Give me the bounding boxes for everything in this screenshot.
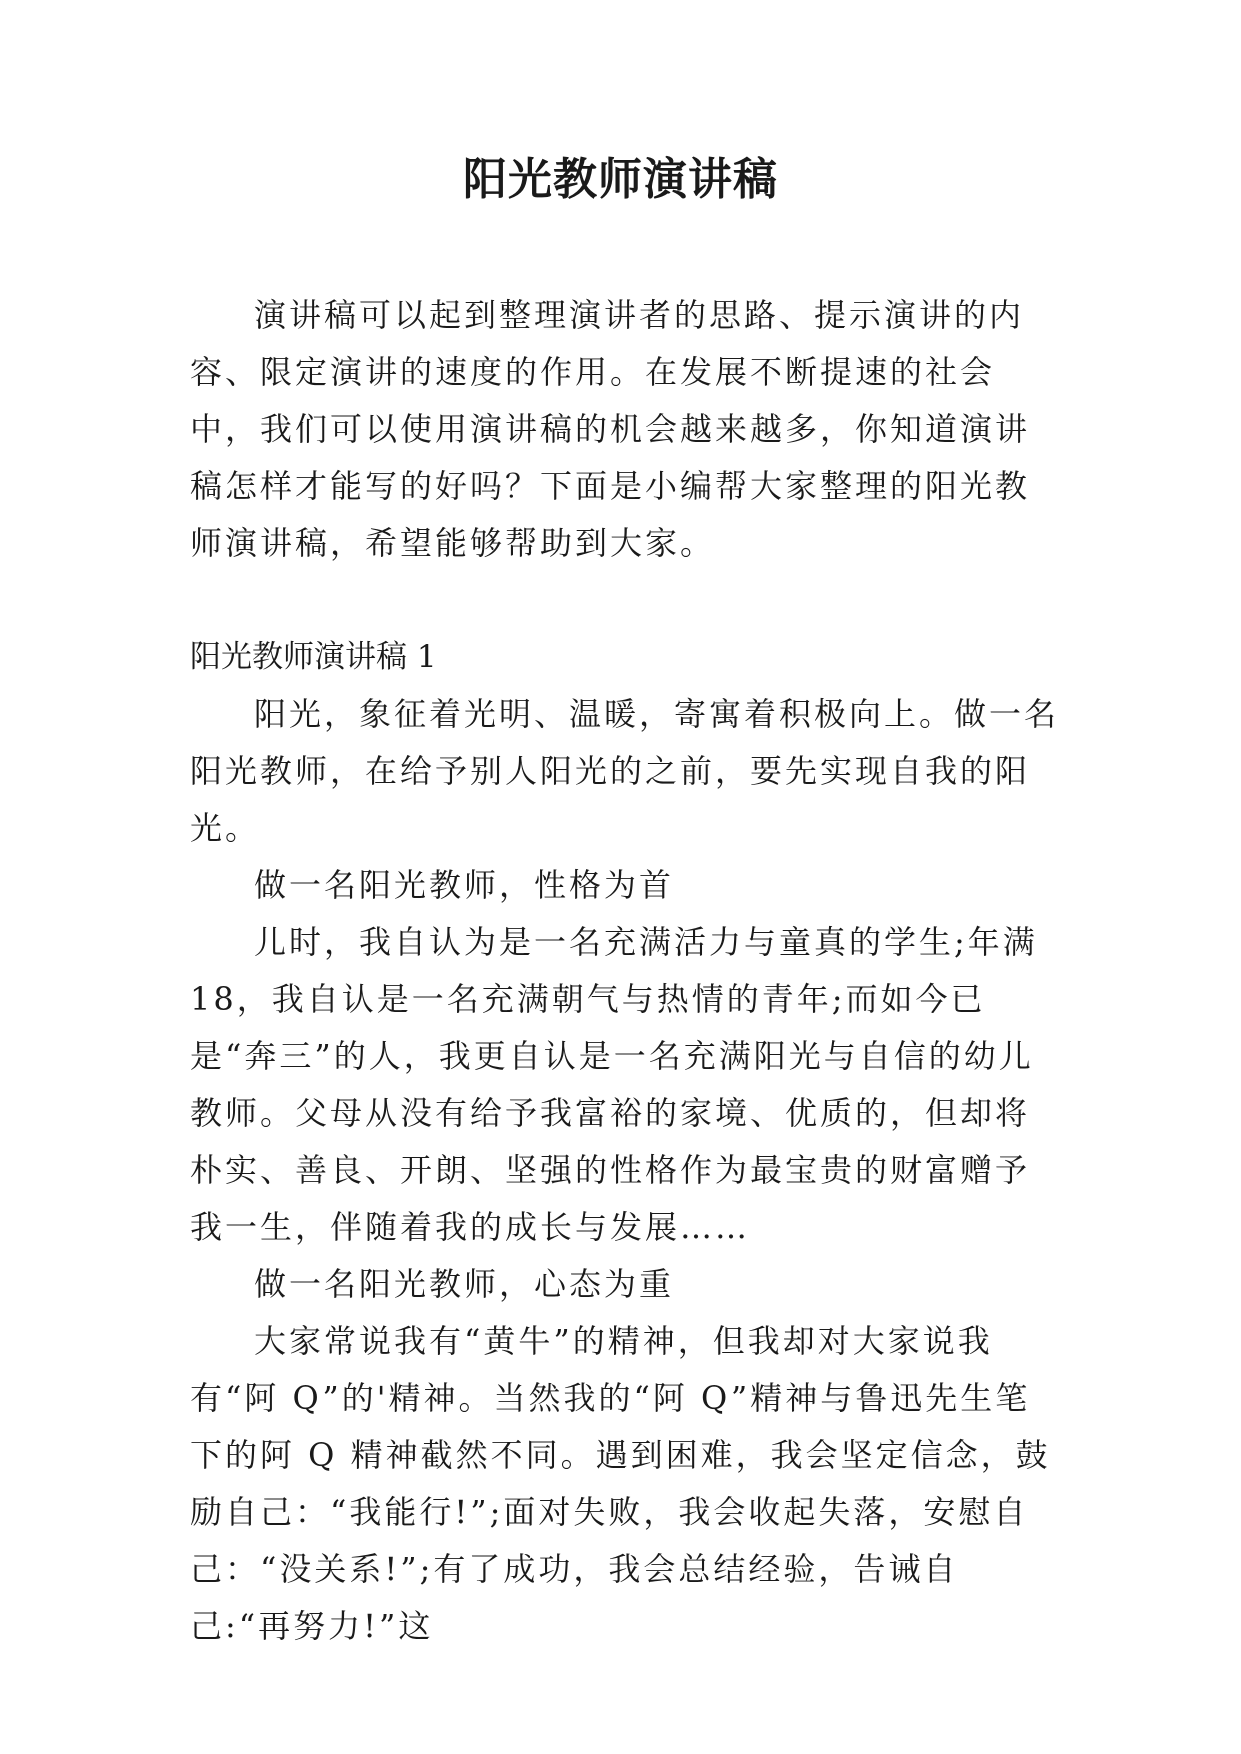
body-paragraph: 阳光，象征着光明、温暖，寄寓着积极向上。做一名阳光教师，在给予别人阳光的之前，要先实现自我的阳光。 bbox=[190, 695, 1060, 847]
section-gap bbox=[190, 572, 1060, 629]
body-paragraph: 大家常说我有“黄牛”的精神，但我却对大家说我有“阿 Q”的'精神。当然我的“阿 Q”精神与鲁迅先生笔下的阿 Q 精神截然不同。遇到困难，我会坚定信念，鼓励自己：“我能行!”;面对失败，我会收起失落，安慰自己：“没关系!”;有了成功，我会总结经验，告诫自己:“再努力!”这 bbox=[190, 1322, 1051, 1645]
subheading-paragraph: 做一名阳光教师，心态为重 bbox=[254, 1265, 675, 1303]
intro-paragraph: 演讲稿可以起到整理演讲者的思路、提示演讲的内容、限定演讲的速度的作用。在发展不断提速的社会中，我们可以使用演讲稿的机会越来越多，你知道演讲稿怎样才能写的好吗？下面是小编帮大家整理的阳光教师演讲稿，希望能够帮助到大家。 bbox=[190, 296, 1031, 562]
subheading-paragraph: 做一名阳光教师，性格为首 bbox=[254, 866, 675, 904]
document-body bbox=[190, 287, 1060, 1655]
body-paragraph: 儿时，我自认为是一名充满活力与童真的学生;年满 18，我自认是一名充满朝气与热情的青年;而如今已是“奔三”的人，我更自认是一名充满阳光与自信的幼儿教师。父母从没有给予我富裕的家境、优质的，但却将朴实、善良、开朗、坚强的性格作为最宝贵的财富赠予我一生，伴随着我的成长与发展…… bbox=[190, 923, 1038, 1246]
section-heading: 阳光教师演讲稿 1 bbox=[190, 639, 437, 675]
document-title: 阳光教师演讲稿 bbox=[463, 154, 778, 205]
